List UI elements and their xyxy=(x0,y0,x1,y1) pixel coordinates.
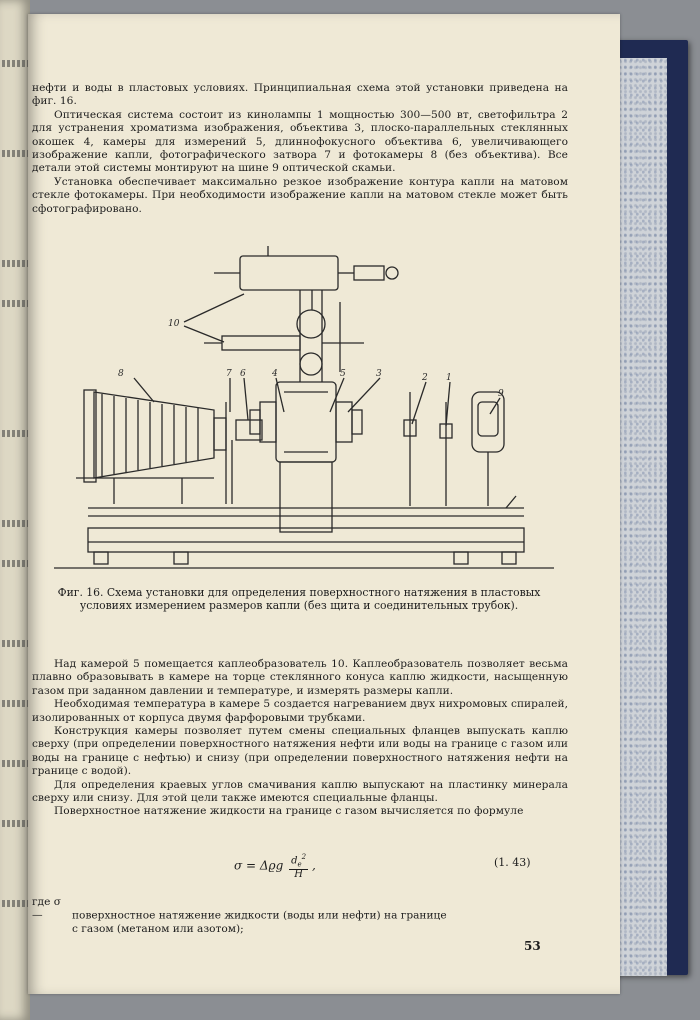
definition-continuation: с газом (метаном или азотом); xyxy=(72,922,244,935)
formula-denominator: H xyxy=(294,869,303,881)
page-block-edge xyxy=(612,58,667,976)
figure-label: 8 xyxy=(118,369,124,379)
figure-label: 9 xyxy=(498,389,504,399)
definition-text: поверхностное натяжение жидкости (воды или нефти) на границе xyxy=(72,909,447,922)
figure-label: 3 xyxy=(376,369,382,379)
apparatus-figure xyxy=(54,242,554,582)
paragraph: Конструкция камеры позволяет путем смены специальных фланцев выпускать каплю сверху (при определении поверхностного натяжения нефти или воды на границе с газом или воды на границе с нефтью) и снизу (при определении поверхностного натяжения нефти на границе с водой). xyxy=(32,725,568,778)
figure-label: 4 xyxy=(272,369,278,379)
book-page xyxy=(28,14,620,994)
paragraph: Поверхностное натяжение жидкости на границе с газом вычисляется по формуле xyxy=(54,805,524,818)
figure-label: 2 xyxy=(422,373,428,383)
paragraph: Необходимая температура в камере 5 создается нагреванием двух нихромовых спиралей, изолированных от корпуса двумя фарфоровыми трубками. xyxy=(32,698,568,724)
paragraph: Для определения краевых углов смачивания каплю выпускают на пластинку минерала сверху или снизу. Для этой цели также имеются специальные фланцы. xyxy=(32,778,568,805)
definition xyxy=(32,896,568,936)
left-page-edge xyxy=(0,0,30,1020)
paragraph: нефти и воды в пластовых условиях. Принципиальная схема этой установки приведена на фиг. 16. xyxy=(32,82,568,108)
figure-label: 7 xyxy=(226,369,232,379)
paragraph: Установка обеспечивает максимально резкое изображение контура капли на матовом стекле фотокамеры. При необходимости изображение капли на матовом стекле может быть сфотографировано. xyxy=(32,175,568,215)
text-block-top xyxy=(32,82,568,216)
formula-trail: , xyxy=(311,858,316,873)
figure-label: 10 xyxy=(168,319,180,329)
formula-lhs: σ = Δϱg xyxy=(234,858,284,873)
page-number: 53 xyxy=(524,939,541,953)
formula-number: (1. 43) xyxy=(494,856,531,869)
paragraph: Над камерой 5 помещается каплеобразователь 10. Каплеобразователь позволяет весьма плавно образовывать в камере на торце стеклянного конуса каплю жидкости, насыщенную газом при заданном давлении и температуре, и измерять размеры капли. xyxy=(32,658,568,697)
formula-superscript: 2 xyxy=(301,853,307,861)
figure-label: 5 xyxy=(340,369,346,379)
figure-label: 1 xyxy=(446,373,452,383)
figure-label: 6 xyxy=(240,369,246,379)
figure-caption: Фиг. 16. Схема установки для определения поверхностного натяжения в пластовых условиях измерением размеров капли (без щита и соединительных трубок). xyxy=(57,586,541,613)
formula-subscript: e xyxy=(297,860,302,869)
paragraph: Оптическая система состоит из кинолампы 1 мощностью 300—500 вт, светофильтра 2 для устранения хроматизма изображения, объектива 3, плоско-параллельных стеклянных окошек 4, камеры для измерений 5, длиннофокусного объектива 6, увеличивающего изображение капли, фотографического затвора 7 и фотокамеры 8 (без объектива). Все детали этой системы монтируют на шине 9 оптической скамьи. xyxy=(32,108,568,175)
formula-numerator: d xyxy=(291,855,298,867)
definition-term: где σ — xyxy=(32,896,61,922)
formula-1-43 xyxy=(28,852,568,881)
text-block-bottom xyxy=(32,658,568,819)
formula-expression xyxy=(234,852,316,880)
